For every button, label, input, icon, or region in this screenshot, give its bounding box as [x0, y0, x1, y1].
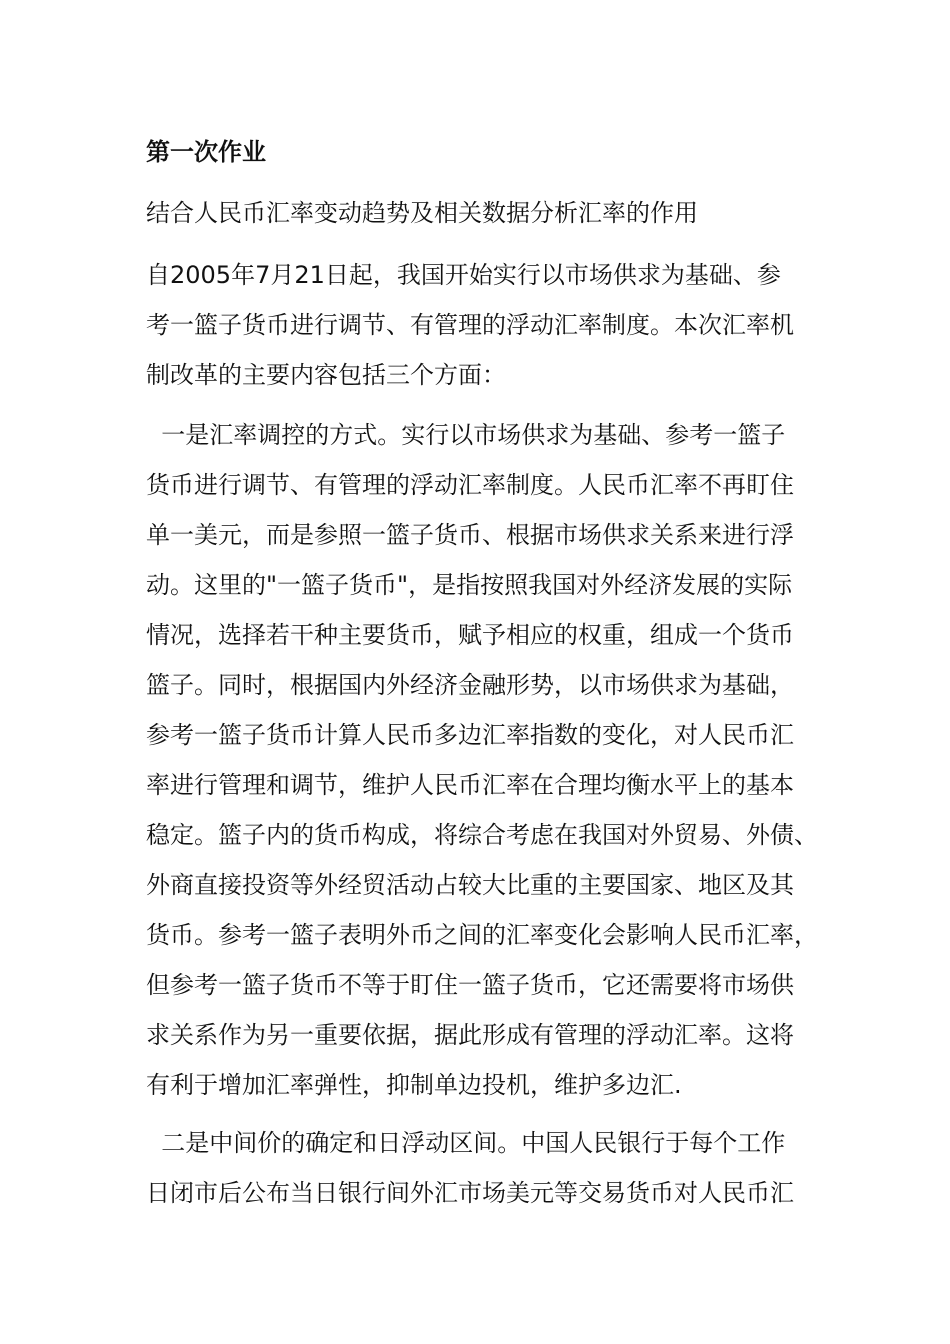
- paragraph-line: 货币。参考一篮子表明外币之间的汇率变化会影响人民币汇率，: [146, 921, 818, 949]
- paragraph-line: 考一篮子货币进行调节、有管理的浮动汇率制度。本次汇率机: [146, 311, 794, 339]
- paragraph-point-one: [146, 410, 846, 1110]
- paragraph-line: 篮子。同时，根据国内外经济金融形势，以市场供求为基础，: [146, 671, 794, 699]
- paragraph-line: 稳定。篮子内的货币构成，将综合考虑在我国对外贸易、外债、: [146, 821, 818, 849]
- paragraph-intro: [146, 250, 846, 400]
- paragraph-line: 情况，选择若干种主要货币，赋予相应的权重，组成一个货币: [146, 621, 794, 649]
- paragraph-line: 参考一篮子货币计算人民币多边汇率指数的变化，对人民币汇: [146, 721, 794, 749]
- paragraph-line: 自2005年7月21日起，我国开始实行以市场供求为基础、参: [146, 261, 781, 289]
- paragraph-line: 二是中间价的确定和日浮动区间。中国人民银行于每个工作: [146, 1129, 786, 1157]
- paragraph-line: 但参考一篮子货币不等于盯住一篮子货币，它还需要将市场供: [146, 971, 794, 999]
- paragraph-line: 单一美元，而是参照一篮子货币、根据市场供求关系来进行浮: [146, 521, 794, 549]
- paragraph-line: 一是汇率调控的方式。实行以市场供求为基础、参考一篮子: [146, 421, 786, 449]
- paragraph-line: 求关系作为另一重要依据，据此形成有管理的浮动汇率。这将: [146, 1021, 794, 1049]
- paragraph-line: 货币进行调节、有管理的浮动汇率制度。人民币汇率不再盯住: [146, 471, 794, 499]
- paragraph-point-two: [146, 1118, 846, 1218]
- paragraph-line: 制改革的主要内容包括三个方面：: [146, 361, 506, 389]
- paragraph-line: 动。这里的"一篮子货币"，是指按照我国对外经济发展的实际: [146, 571, 793, 599]
- paragraph-line: 率进行管理和调节，维护人民币汇率在合理均衡水平上的基本: [146, 771, 794, 799]
- document-title: 第一次作业: [146, 138, 266, 166]
- paragraph-line: 外商直接投资等外经贸活动占较大比重的主要国家、地区及其: [146, 871, 794, 899]
- document-subtitle: 结合人民币汇率变动趋势及相关数据分析汇率的作用: [146, 199, 698, 227]
- paragraph-line: 有利于增加汇率弹性，抑制单边投机，维护多边汇.: [146, 1071, 682, 1099]
- paragraph-line: 日闭市后公布当日银行间外汇市场美元等交易货币对人民币汇: [146, 1179, 794, 1207]
